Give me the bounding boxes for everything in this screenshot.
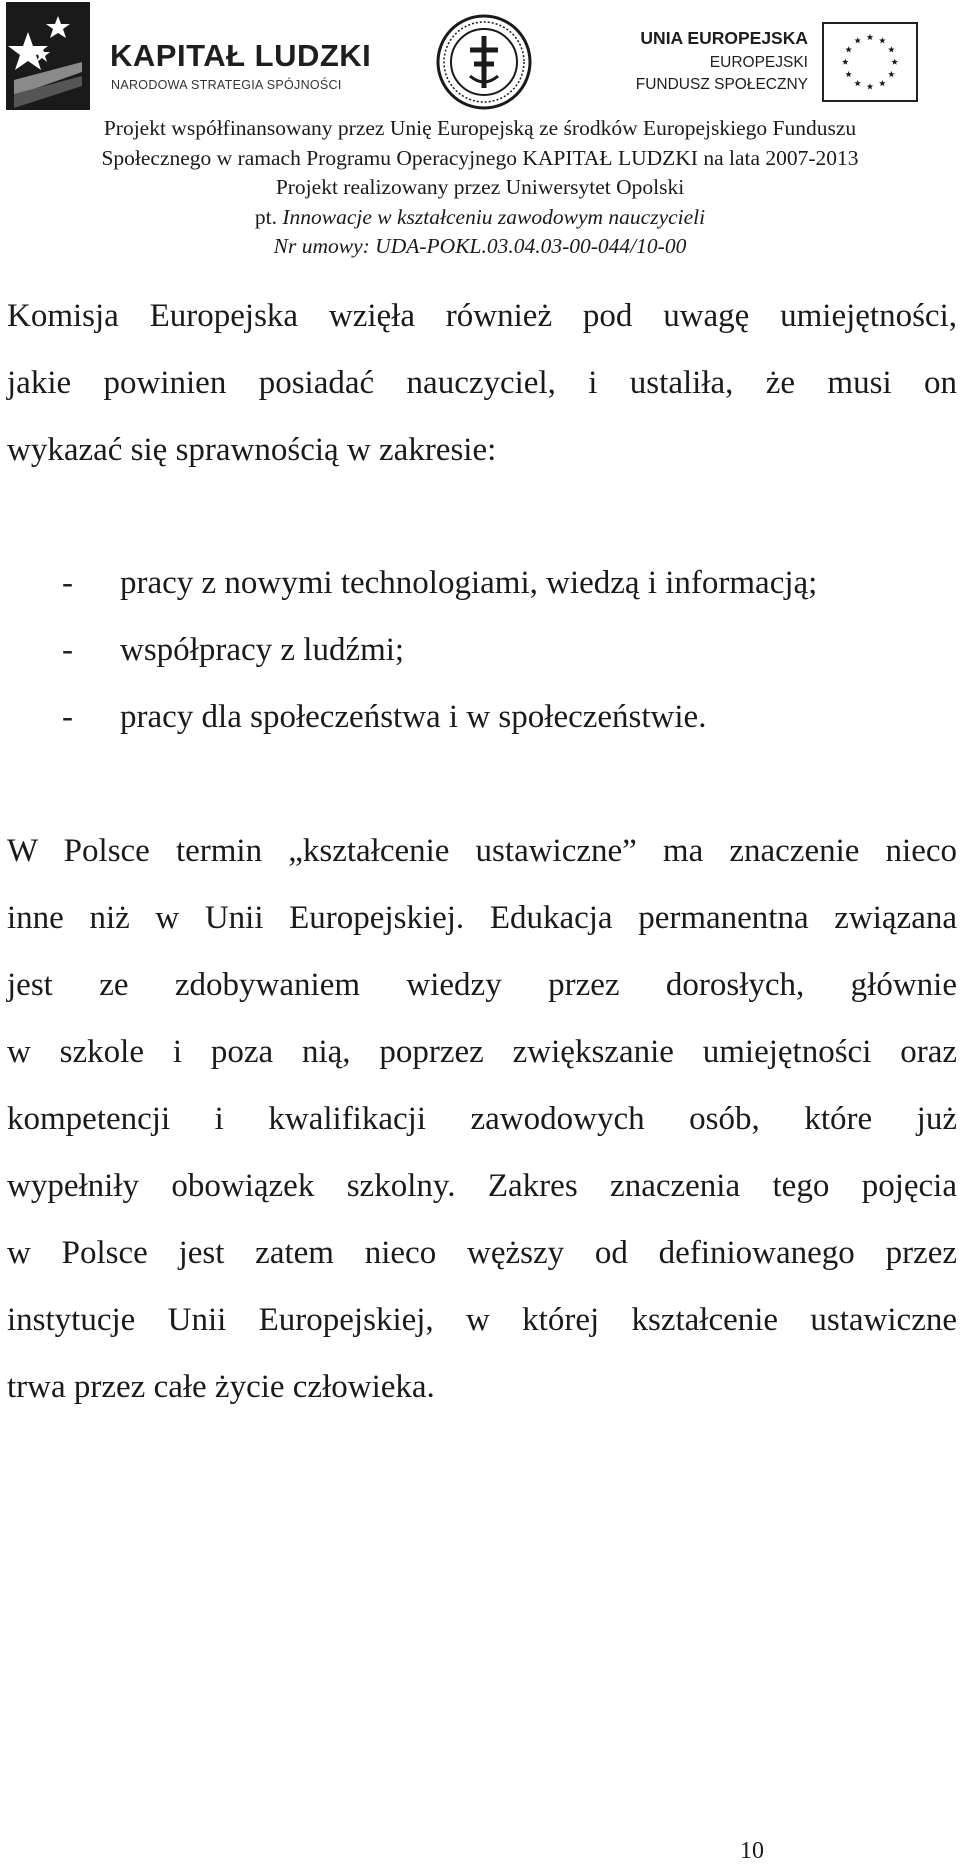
contract-number: Nr umowy: UDA-POKL.03.04.03-00-044/10-00 (273, 234, 687, 258)
project-title: Innowacje w kształceniu zawodowym nauczycieli (282, 204, 706, 229)
eu-flag-icon (822, 22, 918, 102)
project-info-line1: Projekt współfinansowany przez Unię Europejską ze środków Europejskiego Funduszu (103, 116, 857, 140)
list-dash: - (62, 565, 73, 601)
kapital-ludzki-emblem-icon (6, 2, 90, 110)
project-info-line2: Społecznego w ramach Programu Operacyjnego KAPITAŁ LUDZKI na lata 2007-2013 (101, 145, 859, 170)
paragraph-line: jest ze zdobywaniem wiedzy przez dorosłych, głównie (7, 967, 957, 1003)
list-item-text: pracy dla społeczeństwa i w społeczeństwie. (120, 699, 707, 735)
header-logo-bar (0, 0, 960, 112)
list-item (7, 617, 957, 684)
kapital-ludzki-title: KAPITAŁ LUDZKI (110, 38, 372, 73)
intro-line: wykazać się sprawnością w zakresie: (7, 432, 497, 468)
eu-logo (600, 16, 960, 112)
paragraph-line: W Polsce termin „kształcenie ustawiczne” ma znaczenie nieco (7, 833, 957, 869)
main-paragraph (7, 818, 957, 1421)
intro-line: jakie powinien posiadać nauczyciel, i ustaliła, że musi on (7, 365, 957, 401)
kapital-ludzki-logo (6, 2, 406, 112)
paragraph-line: instytucje Unii Europejskiej, w której kształcenie ustawiczne (7, 1302, 957, 1338)
eu-logo-line1: UNIA EUROPEJSKA (640, 28, 808, 48)
intro-paragraph (7, 283, 957, 484)
university-seal-icon (436, 14, 532, 110)
project-info (0, 114, 960, 262)
page-number: 10 (740, 1838, 764, 1864)
paragraph-line: w szkole i poza nią, poprzez zwiększanie umiejętności oraz (7, 1034, 957, 1070)
paragraph-line: inne niż w Unii Europejskiej. Edukacja permanentna związana (7, 900, 957, 936)
list-item (7, 684, 957, 751)
paragraph-line: trwa przez całe życie człowieka. (7, 1369, 435, 1405)
list-item-text: pracy z nowymi technologiami, wiedzą i informacją; (120, 565, 818, 601)
kapital-ludzki-subtitle: NARODOWA STRATEGIA SPÓJNOŚCI (111, 78, 342, 92)
paragraph-line: wypełniły obowiązek szkolny. Zakres znaczenia tego pojęcia (7, 1168, 957, 1204)
project-info-line3: Projekt realizowany przez Uniwersytet Opolski (275, 175, 685, 199)
project-title-prefix: pt. (254, 204, 283, 229)
list-dash: - (62, 699, 73, 735)
paragraph-line: w Polsce jest zatem nieco węższy od definiowanego przez (7, 1235, 957, 1271)
eu-logo-line3: FUNDUSZ SPOŁECZNY (635, 76, 808, 93)
list-dash: - (62, 632, 73, 668)
document-body (7, 283, 957, 1421)
list-item-text: współpracy z ludźmi; (120, 632, 405, 668)
project-info-line4 (0, 203, 960, 233)
paragraph-line: kompetencji i kwalifikacji zawodowych osób, które już (7, 1101, 957, 1137)
list-item (7, 550, 957, 617)
eu-logo-line2: EUROPEJSKI (709, 54, 808, 71)
intro-line: Komisja Europejska wzięła również pod uwagę umiejętności, (7, 298, 957, 334)
skills-list (7, 550, 957, 751)
